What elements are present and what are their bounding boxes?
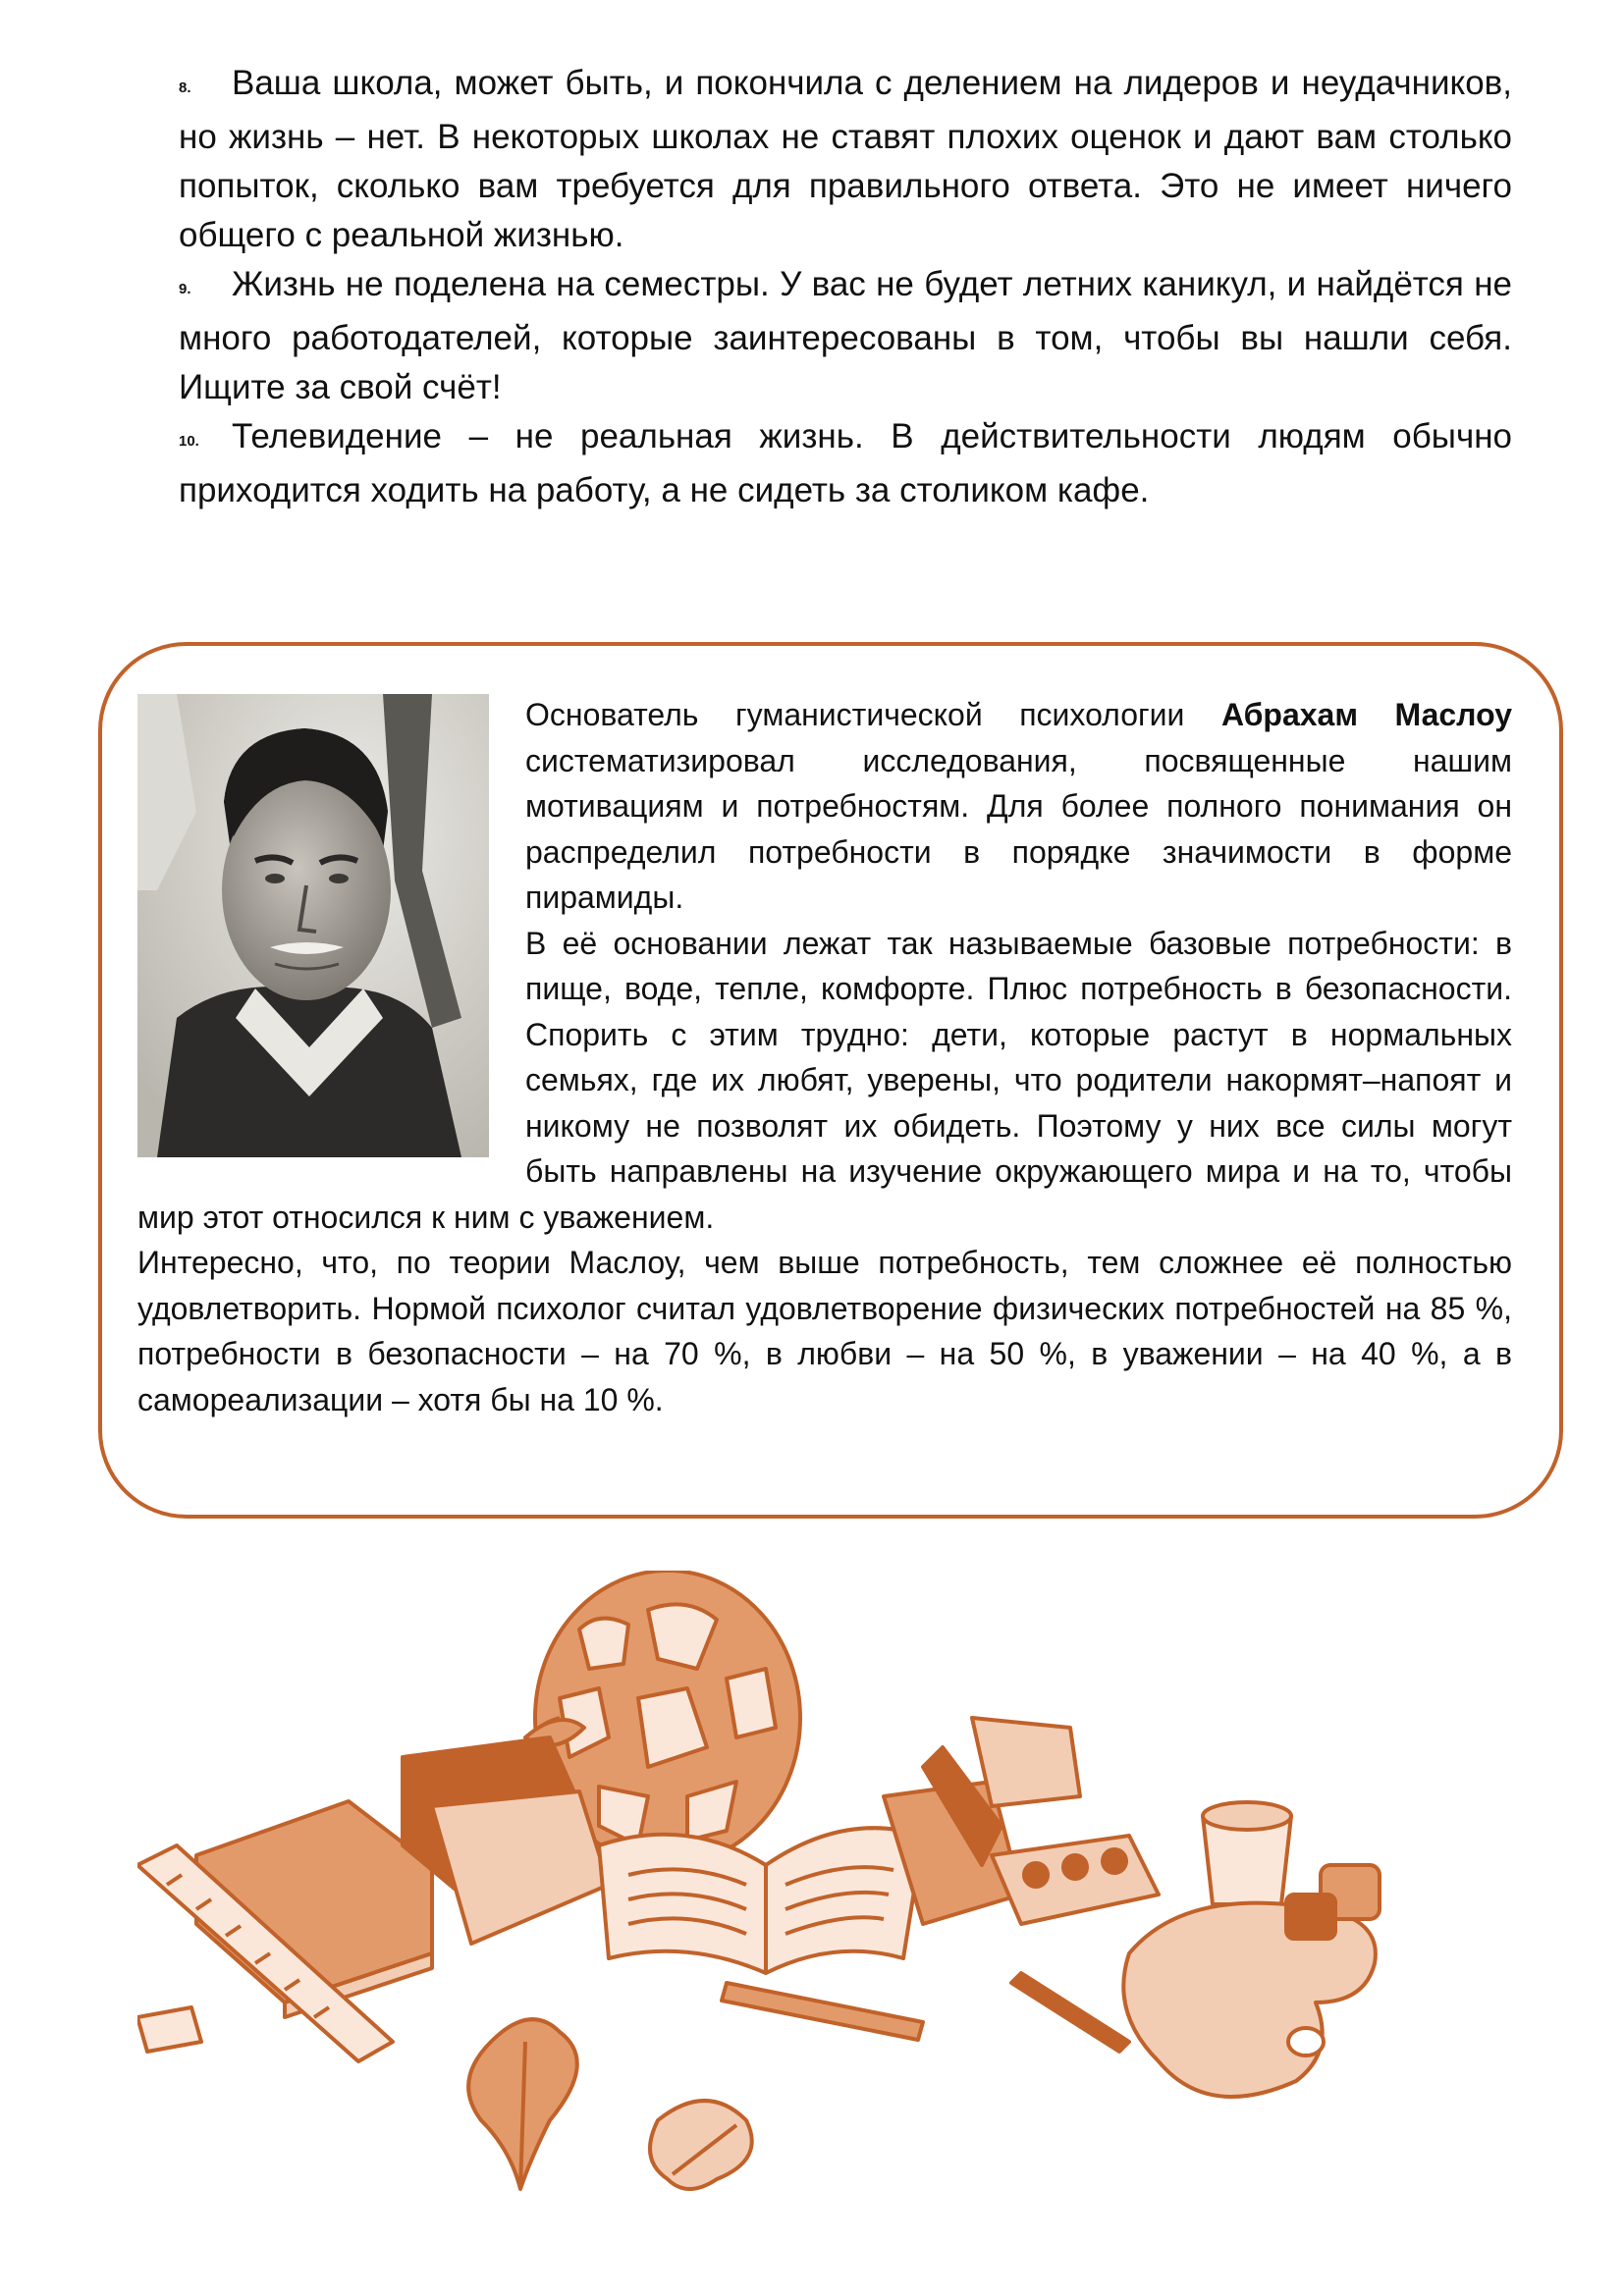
numbered-list [179, 59, 1512, 515]
maslow-text-block [137, 692, 1512, 1422]
list-item [179, 59, 1512, 260]
school-supplies-illustration [137, 1571, 1492, 2258]
maslow-name: Абрахам Маслоу [1220, 697, 1512, 732]
list-item [179, 260, 1512, 412]
maslow-paragraph-1: Основатель гуманистической психологии Абрахам Маслоу систематизировал исследования, посвященные нашим мотивациям и потребностям. Для более полного понимания он распределил потребности в порядке значимости в форме пирамиды. [525, 697, 1512, 915]
list-text: Телевидение – не реальная жизнь. В действительности людям обычно приходится ходить на работу, а не сидеть за столиком кафе. [179, 417, 1512, 509]
maslow-portrait-photo [137, 694, 489, 1157]
list-text: Жизнь не поделена на семестры. У вас не будет летних каникул, и найдётся не много работодателей, которые заинтересованы в том, чтобы вы нашли себя. Ищите за свой счёт! [179, 265, 1512, 406]
list-text: Ваша школа, может быть, и покончила с делением на лидеров и неудачников, но жизнь – нет. В некоторых школах не ставят плохих оценок и дают вам столько попыток, сколько вам требуется для правильного ответа. Это не имеет ничего общего с реальной жизнью. [179, 64, 1512, 254]
list-number: 10. [179, 433, 199, 450]
list-number: 8. [179, 80, 191, 96]
list-item [179, 412, 1512, 515]
maslow-paragraph-2: В её основании лежат так называемые базовые потребности: в пище, воде, тепле, комфорте. Плюс потребность в безопасности. Спорить с этим трудно: дети, которые растут в нормальных семьях, где их любят, уверены, что родители накормят–напоят и никому не позволят их обидеть. Поэтому у них все силы могут быть направлены на изучение окружающего мира и на то, чтобы мир этот относился к ним с уважением. [137, 925, 1512, 1235]
list-number: 9. [179, 281, 191, 297]
maslow-paragraph-3: Интересно, что, по теории Маслоу, чем выше потребность, тем сложнее её полностью удовлетворить. Нормой психолог считал удовлетворение физических потребностей на 85 %, потребности в безопасности – на 70 %, в любви – на 50 %, в уважении – на 40 %, а в самореализации – хотя бы на 10 %. [137, 1245, 1512, 1417]
